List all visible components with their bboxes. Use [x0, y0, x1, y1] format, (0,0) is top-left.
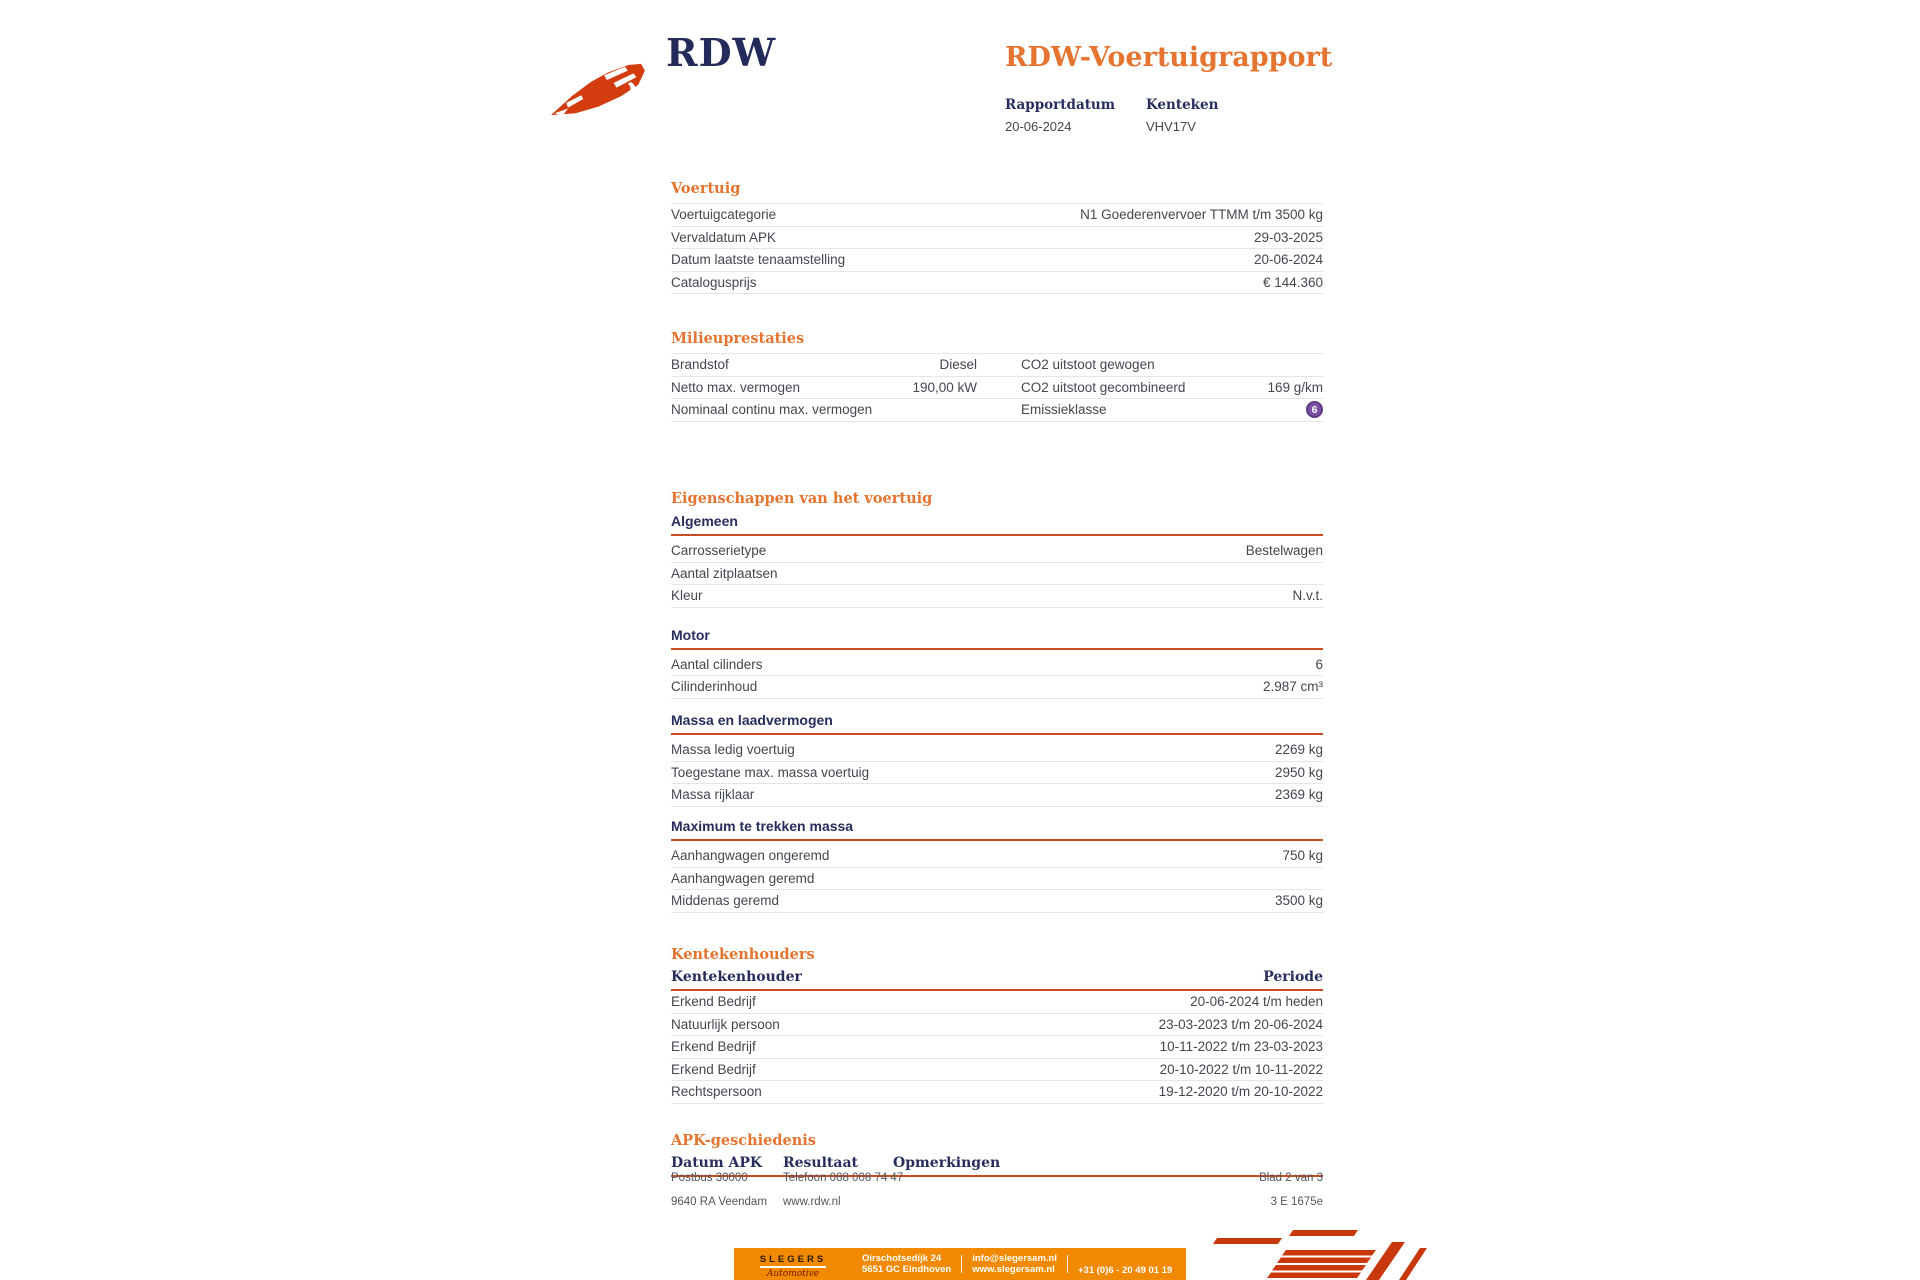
row-label: CO2 uitstoot gewogen: [1021, 357, 1155, 373]
report-date-label: Rapportdatum: [1005, 97, 1116, 113]
table-row: [671, 227, 1323, 250]
holder-cell: Natuurlijk persoon: [671, 1016, 780, 1032]
rdw-logo-text: RDW: [666, 30, 777, 75]
section-voertuig: [671, 180, 1323, 294]
table-row: [671, 845, 1323, 868]
column-header-holder: Kentekenhouder: [671, 969, 802, 985]
plate-label: Kenteken: [1146, 97, 1219, 113]
subsection-title-trekken: Maximum te trekken massa: [671, 818, 1323, 841]
page-title: RDW-Voertuigrapport: [1005, 42, 1333, 73]
row-label: CO2 uitstoot gecombineerd: [1021, 379, 1186, 395]
section-title-eigenschappen: Eigenschappen van het voertuig: [671, 490, 933, 507]
footer-postbus: Postbus 30000: [671, 1172, 748, 1184]
table-header-row: [671, 969, 1323, 991]
row-label: Massa rijklaar: [671, 787, 755, 803]
row-label: Netto max. vermogen: [671, 379, 801, 395]
subsection-title-motor: Motor: [671, 627, 1323, 650]
row-value: 190,00 kW: [912, 379, 977, 395]
section-title-apk: APK-geschiedenis: [671, 1132, 816, 1149]
column-header-period: Periode: [1263, 969, 1323, 985]
table-row: [671, 540, 1323, 563]
table-row: [671, 377, 1323, 400]
page-footer-line1: [671, 1172, 1323, 1184]
column-header-datum-apk: Datum APK: [671, 1155, 763, 1171]
section-eigenschappen: [671, 490, 1323, 699]
dealer-email: info@slegersam.nl: [972, 1253, 1057, 1264]
row-value: N.v.t.: [1292, 588, 1323, 604]
footer-phone: Telefoon 088 008 74 47: [783, 1172, 904, 1184]
table-row: [671, 353, 1323, 377]
section-trekken: [671, 818, 1323, 913]
dealer-tagline: Automotive: [766, 1269, 820, 1279]
section-kentekenhouders: [671, 946, 1323, 1104]
report-date-block: [1005, 97, 1146, 134]
row-value: 20-06-2024: [1253, 252, 1323, 268]
table-row: [671, 868, 1323, 891]
section-massa: [671, 712, 1323, 807]
row-value: 3500 kg: [1274, 893, 1323, 909]
row-label: Middenas geremd: [671, 893, 780, 909]
section-milieuprestaties: [671, 330, 1323, 422]
row-value: 2369 kg: [1274, 787, 1323, 803]
emission-class-badge: 6: [1306, 401, 1323, 418]
row-label: Voertuigcategorie: [671, 207, 777, 223]
holder-cell: Rechtspersoon: [671, 1084, 762, 1100]
dealer-logo: [734, 1249, 852, 1279]
table-row: [671, 890, 1323, 913]
row-value: 6: [1315, 656, 1323, 672]
row-label: Aantal zitplaatsen: [671, 565, 778, 581]
table-row: [671, 1059, 1323, 1082]
row-label: Carrosserietype: [671, 543, 767, 559]
section-title-milieuprestaties: Milieuprestaties: [671, 330, 805, 347]
row-label: Catalogusprijs: [671, 274, 757, 290]
banner-divider: [961, 1255, 962, 1273]
row-value: Bestelwagen: [1245, 543, 1323, 559]
table-row: [671, 739, 1323, 762]
row-label: Kleur: [671, 588, 703, 604]
dealer-phone: +31 (0)6 - 20 49 01 19: [1078, 1265, 1173, 1276]
period-cell: 20-06-2024 t/m heden: [1190, 994, 1323, 1010]
period-cell: 10-11-2022 t/m 23-03-2023: [1159, 1039, 1323, 1055]
period-cell: 20-10-2022 t/m 10-11-2022: [1159, 1061, 1323, 1077]
dealer-banner: [734, 1248, 1186, 1280]
row-label: Massa ledig voertuig: [671, 742, 795, 758]
footer-website: www.rdw.nl: [783, 1196, 841, 1208]
row-label: Aanhangwagen geremd: [671, 870, 815, 886]
footer-doc-code: 3 E 1675e: [1270, 1196, 1323, 1208]
table-row: [671, 784, 1323, 807]
table-row: [671, 1036, 1323, 1059]
footer-city: 9640 RA Veendam: [671, 1196, 767, 1208]
table-row: [671, 585, 1323, 608]
row-label: Datum laatste tenaamstelling: [671, 252, 846, 268]
row-value: € 144.360: [1262, 274, 1323, 290]
table-row: [671, 563, 1323, 586]
table-row: [671, 1014, 1323, 1037]
table-row: [671, 676, 1323, 699]
dealer-company-name: SLEGERS: [760, 1254, 826, 1268]
banner-divider: [1067, 1255, 1068, 1273]
table-row: [671, 249, 1323, 272]
report-date-value: 20-06-2024: [1005, 119, 1072, 134]
row-label: Toegestane max. massa voertuig: [671, 764, 870, 780]
row-label: Cilinderinhoud: [671, 679, 758, 695]
row-label: Emissieklasse: [1021, 402, 1107, 418]
table-row: [671, 203, 1323, 227]
report-meta: [1005, 97, 1287, 134]
column-header-opmerkingen: Opmerkingen: [893, 1155, 1001, 1171]
row-value: 2950 kg: [1274, 764, 1323, 780]
row-value: 2.987 cm³: [1262, 679, 1323, 695]
row-label: Aantal cilinders: [671, 656, 763, 672]
rdw-feather-icon: [549, 44, 663, 118]
row-value: N1 Goederenvervoer TTMM t/m 3500 kg: [1080, 207, 1323, 223]
row-value: 169 g/km: [1267, 379, 1323, 395]
page-footer-line2: [671, 1196, 1323, 1208]
row-value: Diesel: [939, 357, 977, 373]
table-row: [671, 991, 1323, 1014]
dealer-address: [852, 1253, 961, 1275]
table-row: [671, 654, 1323, 677]
section-apk: [671, 1132, 1323, 1177]
row-label: Nominaal continu max. vermogen: [671, 402, 873, 418]
table-row: [671, 399, 1323, 422]
table-row: [671, 272, 1323, 295]
dealer-website: www.slegersam.nl: [972, 1264, 1055, 1275]
row-value: 750 kg: [1282, 848, 1323, 864]
holder-cell: Erkend Bedrijf: [671, 1061, 756, 1077]
subsection-title-massa: Massa en laadvermogen: [671, 712, 1323, 735]
slegers-stripes-graphic: [1140, 1228, 1430, 1280]
period-cell: 19-12-2020 t/m 20-10-2022: [1158, 1084, 1323, 1100]
row-value: 29-03-2025: [1253, 229, 1323, 245]
row-label: Brandstof: [671, 357, 729, 373]
table-row: [671, 1081, 1323, 1104]
holder-cell: Erkend Bedrijf: [671, 1039, 756, 1055]
dealer-address-line2: 5651 GC Eindhoven: [862, 1264, 952, 1275]
dealer-address-line1: Oirschotsedijk 24: [862, 1253, 942, 1264]
column-header-resultaat: Resultaat: [783, 1155, 858, 1171]
footer-page-number: Blad 2 van 3: [1259, 1172, 1323, 1184]
row-label: Vervaldatum APK: [671, 229, 777, 245]
subsection-title-algemeen: Algemeen: [671, 513, 1323, 536]
row-value: 2269 kg: [1274, 742, 1323, 758]
holder-cell: Erkend Bedrijf: [671, 994, 756, 1010]
plate-block: [1146, 97, 1287, 134]
row-label: Aanhangwagen ongeremd: [671, 848, 830, 864]
section-title-kentekenhouders: Kentekenhouders: [671, 946, 815, 963]
period-cell: 23-03-2023 t/m 20-06-2024: [1158, 1016, 1323, 1032]
plate-value: VHV17V: [1146, 119, 1196, 134]
section-title-voertuig: Voertuig: [671, 180, 741, 197]
dealer-contact: [962, 1253, 1067, 1275]
table-row: [671, 762, 1323, 785]
